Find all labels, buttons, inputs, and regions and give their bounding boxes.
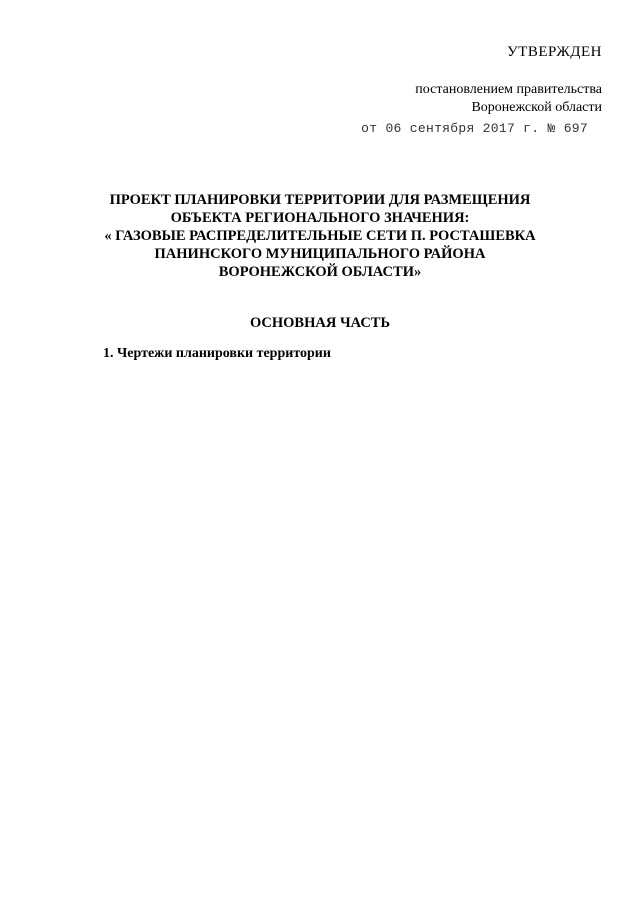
approval-line-1: постановлением правительства [415,82,602,97]
section-title: ОСНОВНАЯ ЧАСТЬ [249,315,391,331]
title-line-1: ПРОЕКТ ПЛАНИРОВКИ ТЕРРИТОРИИ ДЛЯ РАЗМЕЩЕНИЯ [109,192,531,208]
approved-heading: УТВЕРЖДЕН [507,44,602,60]
section-item-1: 1. Чертежи планировки территории [103,346,331,361]
title-line-2: ОБЪЕКТА РЕГИОНАЛЬНОГО ЗНАЧЕНИЯ: [170,210,470,226]
title-line-5: ВОРОНЕЖСКОЙ ОБЛАСТИ» [218,264,422,280]
approval-date: от 06 сентября 2017 г. № 697 [361,121,588,136]
title-line-3: « ГАЗОВЫЕ РАСПРЕДЕЛИТЕЛЬНЫЕ СЕТИ П. РОСТАШЕВКА [104,228,536,244]
approval-line-2: Воронежской области [471,100,602,115]
approval-block [361,44,602,136]
title-line-4: ПАНИНСКОГО МУНИЦИПАЛЬНОГО РАЙОНА [154,246,486,262]
document-title [0,191,640,281]
